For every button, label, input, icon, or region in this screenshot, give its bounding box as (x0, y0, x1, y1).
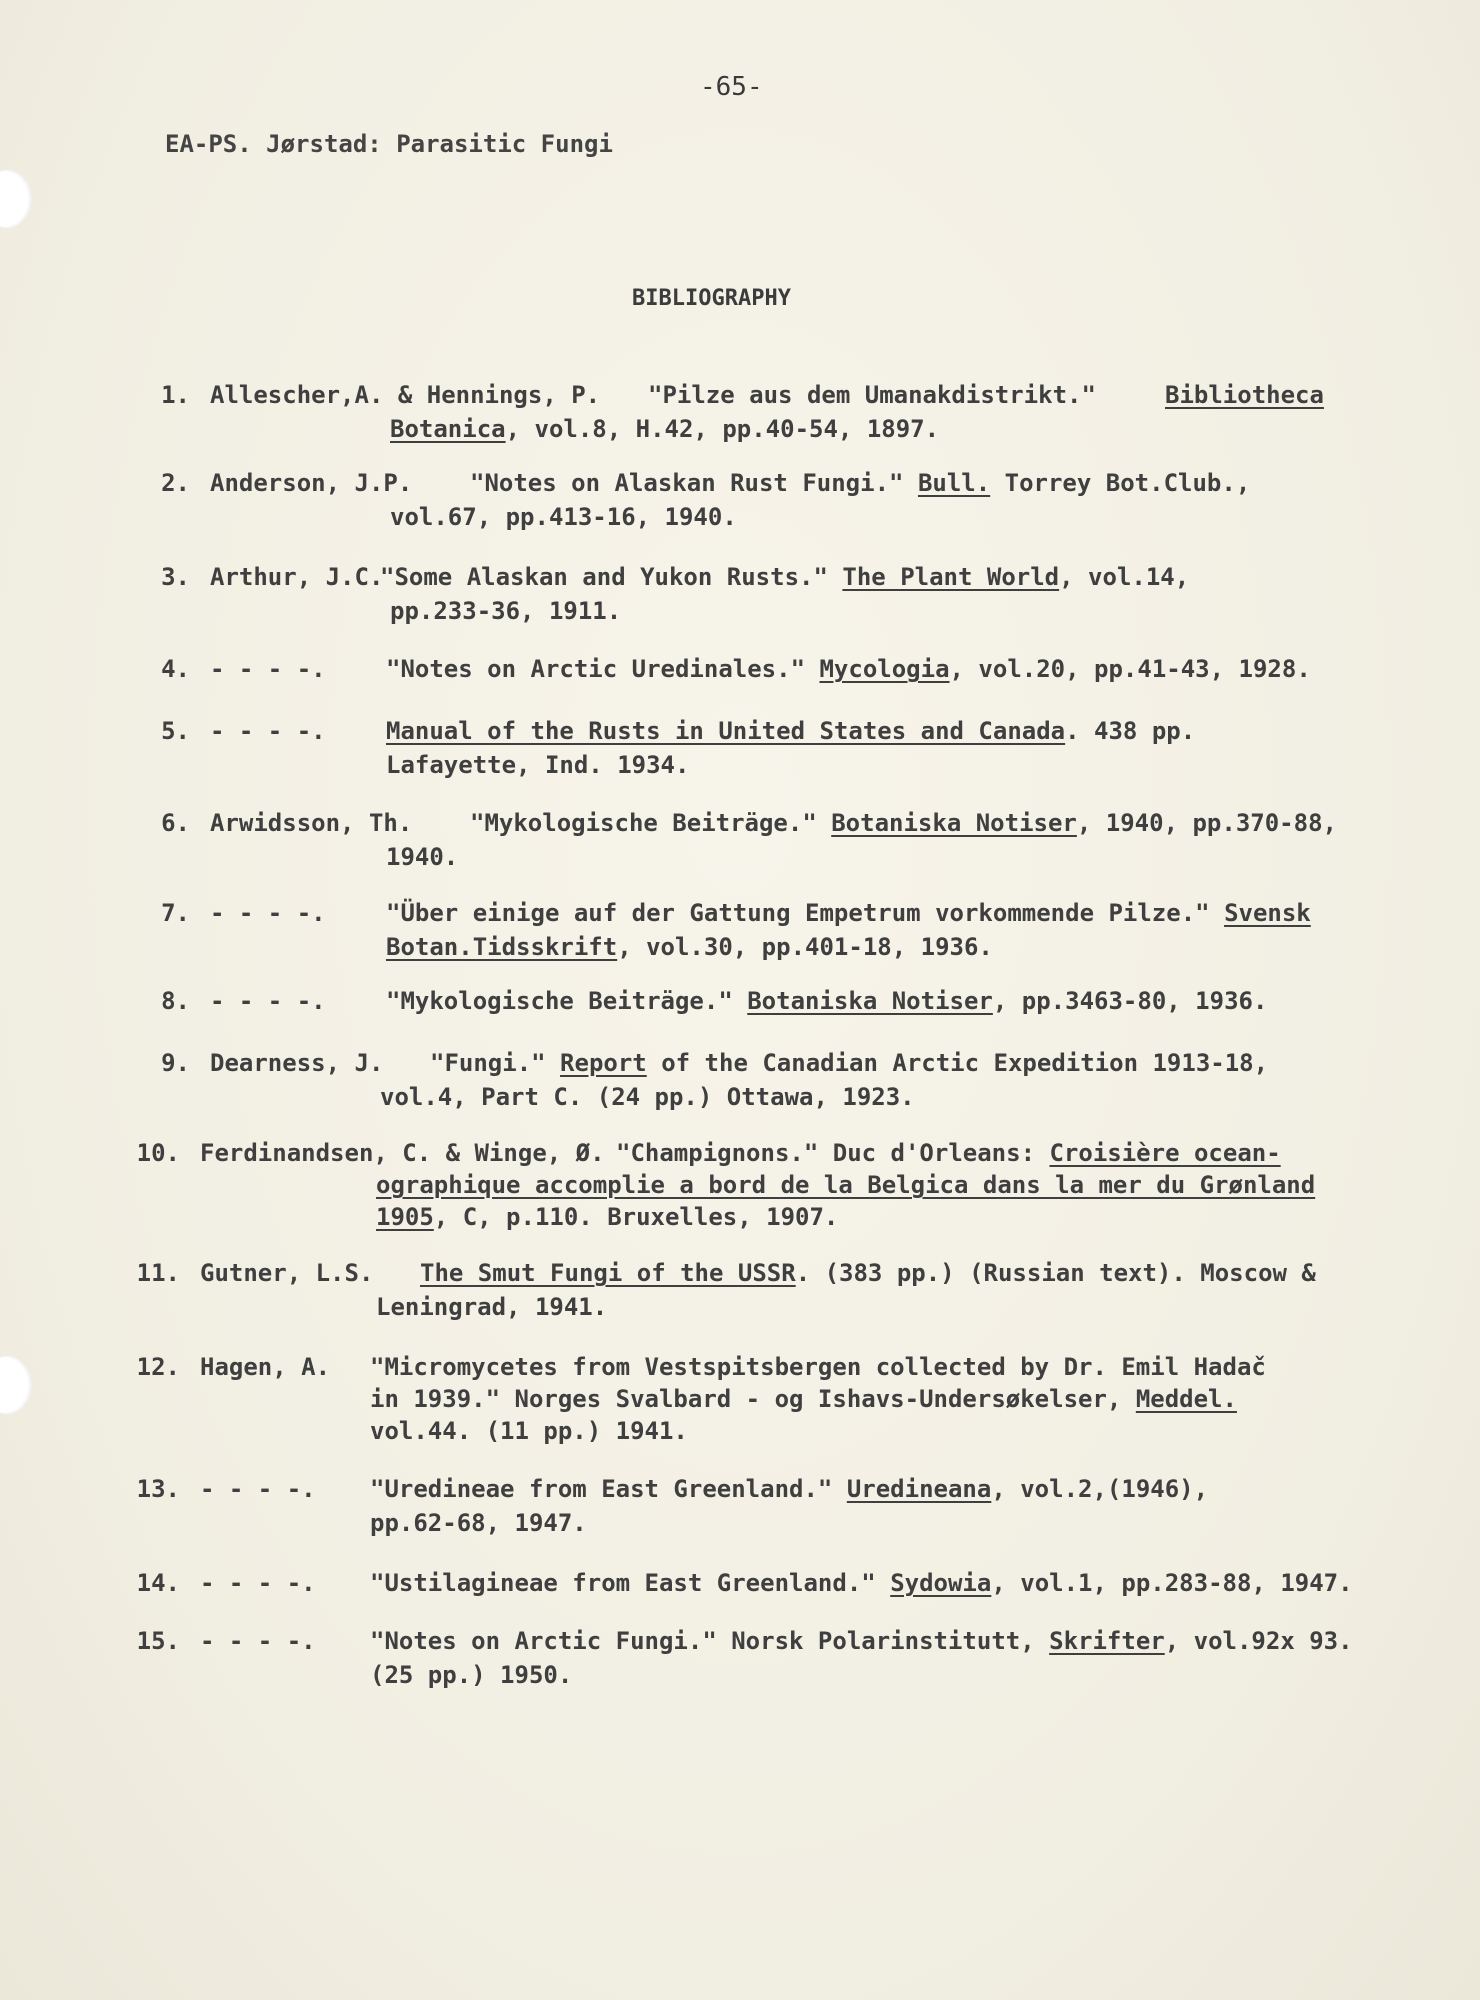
entry-citation: Lafayette, Ind. 1934. (386, 751, 690, 779)
entry-citation: Torrey Bot.Club., (990, 469, 1251, 497)
entry-title: "Champignons." Duc d'Orleans: (616, 1139, 1036, 1167)
entry-title: "Mykologische Beiträge." (386, 987, 733, 1015)
entry-title: Manual of the Rusts in United States and Canada (386, 717, 1066, 745)
entry-number: 9. (161, 1049, 190, 1077)
entry-citation: vol.4, Part C. (24 pp.) Ottawa, 1923. (380, 1083, 915, 1111)
entry-citation: , vol.8, H.42, pp.40-54, 1897. (505, 415, 940, 443)
entry-author: - - - -. (210, 987, 326, 1015)
entry-journal: Skrifter (1049, 1627, 1165, 1655)
entry-number: 13. (136, 1475, 180, 1503)
entry-journal: Botan.Tidsskrift (386, 933, 618, 961)
entry-citation: (25 pp.) 1950. (370, 1661, 573, 1689)
entry-author: Arthur, J.C. (210, 563, 384, 591)
entry-author: Hagen, A. (200, 1353, 331, 1381)
entry-number: 14. (136, 1569, 180, 1597)
entry-citation: of the Canadian Arctic Expedition 1913-18, (646, 1049, 1269, 1077)
entry-author: - - - -. (210, 717, 326, 745)
entry-number: 5. (161, 717, 190, 745)
entry-citation: vol.67, pp.413-16, 1940. (390, 503, 737, 531)
entry-journal: Botaniska Notiser (831, 809, 1077, 837)
entry-number: 4. (161, 655, 190, 683)
entry-number: 8. (161, 987, 190, 1015)
entry-number: 7. (161, 899, 190, 927)
entry-journal: Bibliotheca (1165, 381, 1324, 409)
entry-title: The Smut Fungi of the USSR (420, 1259, 796, 1287)
entry-journal: Botaniska Notiser (747, 987, 993, 1015)
entry-title: "Pilze aus dem Umanakdistrikt." (648, 381, 1096, 409)
entry-title: "Fungi." (430, 1049, 546, 1077)
entry-author: Dearness, J. (210, 1049, 384, 1077)
entry-title: "Uredineae from East Greenland." (370, 1475, 833, 1503)
entry-title: "Ustilagineae from East Greenland." (370, 1569, 876, 1597)
entry-journal: Uredineana (846, 1475, 992, 1503)
entry-number: 15. (136, 1627, 180, 1655)
punch-hole (0, 1356, 32, 1414)
entry-number: 11. (136, 1259, 180, 1287)
entry-journal: Report (560, 1049, 647, 1077)
entry-author: Allescher,A. & Hennings, P. (210, 381, 601, 409)
entry-title: "Notes on Arctic Uredinales." (386, 655, 806, 683)
entry-journal: Sydowia (890, 1569, 992, 1597)
entry-journal: ographique accomplie a bord de la Belgica dans la mer du Grønland (376, 1171, 1316, 1199)
entry-citation: pp.233-36, 1911. (390, 597, 622, 625)
entry-journal: 1905 (376, 1203, 434, 1231)
entry-author: - - - -. (200, 1569, 316, 1597)
entry-citation: , vol.30, pp.401-18, 1936. (617, 933, 993, 961)
entry-number: 3. (161, 563, 190, 591)
entry-journal: Croisière ocean- (1049, 1139, 1281, 1167)
entry-author: - - - -. (200, 1627, 316, 1655)
entry-title: "Notes on Alaskan Rust Fungi." (470, 469, 904, 497)
entry-journal: The Plant World (842, 563, 1060, 591)
entry-citation: , vol.20, pp.41-43, 1928. (949, 655, 1311, 683)
entry-citation: , 1940, pp.370-88, (1076, 809, 1337, 837)
entry-author: Anderson, J.P. (210, 469, 413, 497)
entry-citation: vol.44. (11 pp.) 1941. (370, 1417, 688, 1445)
entry-number: 2. (161, 469, 190, 497)
entry-title: "Some Alaskan and Yukon Rusts." (380, 563, 828, 591)
entry-title: "Über einige auf der Gattung Empetrum vorkommende Pilze." (386, 899, 1210, 927)
running-header: EA-PS. Jørstad: Parasitic Fungi (165, 130, 613, 158)
punch-hole (0, 170, 32, 228)
entry-title: "Micromycetes from Vestspitsbergen collected by Dr. Emil Hadač (370, 1353, 1266, 1381)
entry-citation: in 1939." Norges Svalbard - og Ishavs-Undersøkelser, (370, 1385, 1122, 1413)
entry-citation: . (383 pp.) (Russian text). Moscow & (795, 1259, 1316, 1287)
entry-author: Arwidsson, Th. (210, 809, 413, 837)
entry-number: 12. (136, 1353, 180, 1381)
entry-number: 10. (136, 1139, 180, 1167)
entry-citation: pp.62-68, 1947. (370, 1509, 587, 1537)
entry-citation: , vol.92x 93. (1164, 1627, 1353, 1655)
entry-journal: Meddel. (1135, 1385, 1237, 1413)
entry-number: 1. (161, 381, 190, 409)
entry-journal: Botanica (390, 415, 506, 443)
entry-citation: . 438 pp. (1065, 717, 1196, 745)
entry-author: Ferdinandsen, C. & Winge, Ø. (200, 1139, 605, 1167)
entry-author: - - - -. (200, 1475, 316, 1503)
entry-citation: , vol.2,(1946), (991, 1475, 1209, 1503)
entry-citation: , vol.1, pp.283-88, 1947. (991, 1569, 1353, 1597)
entry-citation: , C, p.110. Bruxelles, 1907. (433, 1203, 839, 1231)
entry-journal: Bull. (917, 469, 991, 497)
page-number: -65- (700, 72, 763, 102)
entry-citation: , pp.3463-80, 1936. (992, 987, 1268, 1015)
entry-citation: , vol.14, (1059, 563, 1190, 591)
entry-citation: Leningrad, 1941. (376, 1293, 608, 1321)
entry-title: "Notes on Arctic Fungi." Norsk Polarinstitutt, (370, 1627, 1035, 1655)
entry-number: 6. (161, 809, 190, 837)
entry-citation: 1940. (386, 843, 459, 871)
entry-author: - - - -. (210, 655, 326, 683)
entry-journal: Mycologia (819, 655, 950, 683)
entry-journal: Svensk (1224, 899, 1311, 927)
entry-author: - - - -. (210, 899, 326, 927)
entry-author: Gutner, L.S. (200, 1259, 374, 1287)
entry-title: "Mykologische Beiträge." (470, 809, 817, 837)
bibliography-heading: BIBLIOGRAPHY (632, 286, 791, 311)
